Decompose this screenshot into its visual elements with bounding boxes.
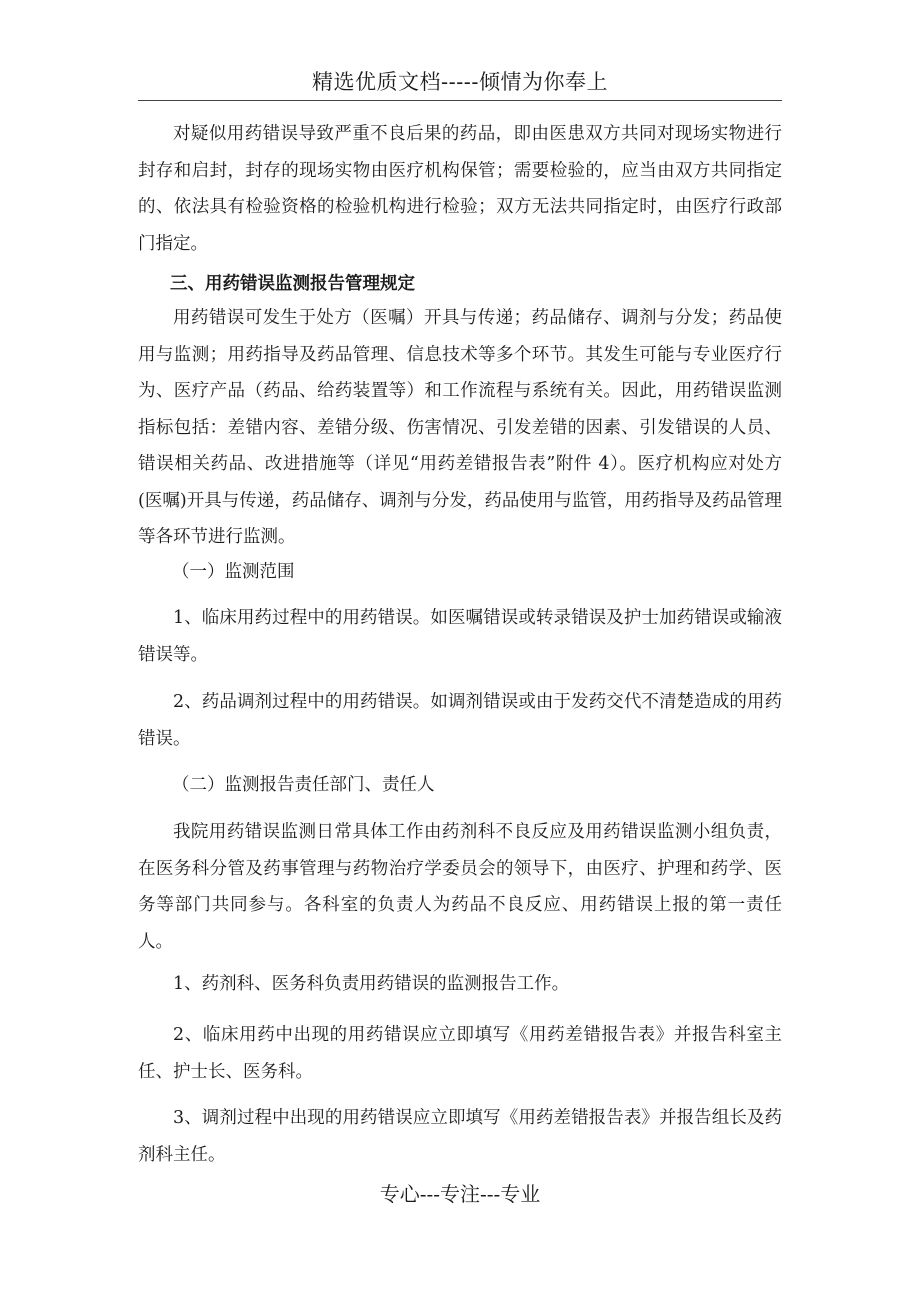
list-item-text: 2、药品调剂过程中的用药错误。如调剂错误或由于发药交代不清楚造成的用药错误。 [138,692,782,749]
paragraph-responsibility [138,814,782,960]
list-item-text: 1、临床用药过程中的用药错误。如医嘱错误或转录错误及护士加药错误或输液错误等。 [138,608,782,665]
list-item-text: 1、药剂科、医务科负责用药错误的监测报告工作。 [173,974,570,994]
list-item-clinical-report [138,1017,782,1090]
paragraph-text: 我院用药错误监测日常具体工作由药剂科不良反应及用药错误监测小组负责，在医务科分管及药事管理与药物治疗学委员会的领导下，由医疗、护理和药学、医务等部门共同参与。各科室的负责人为药品不良反应、用药错误上报的第一责任人。 [138,822,782,952]
paragraph-sealing [138,116,782,262]
paragraph-text: 用药错误可发生于处方（医嘱）开具与传递；药品储存、调剂与分发；药品使用与监测；用药指导及药品管理、信息技术等多个环节。其发生可能与专业医疗行为、医疗产品（药品、给药装置等）和工作流程与系统有关。因此，用药错误监测指标包括：差错内容、差错分级、伤害情况、引发差错的因素、引发错误的人员、错误相关药品、改进措施等（详见“用药差错报告表”附件 4）。医疗机构应对处方(医嘱)开具与传递，药品储存、调剂与分发，药品使用与监管，用药指导及药品管理等各环节进行监测。 [138,308,782,547]
list-item-text: 3、调剂过程中出现的用药错误应立即填写《用药差错报告表》并报告组长及药剂科主任。 [138,1108,782,1165]
section-heading-3: 三、用药错误监测报告管理规定 [170,274,415,294]
paragraph-text: 对疑似用药错误导致严重不良后果的药品，即由医患双方共同对现场实物进行封存和启封，封存的现场实物由医疗机构保管；需要检验的，应当由双方共同指定的、依法具有检验资格的检验机构进行检验；双方无法共同指定时，由医疗行政部门指定。 [138,124,782,254]
list-item-departments [138,966,782,1003]
list-item-dispensing-report [138,1100,782,1173]
list-item-dispensing [138,684,782,757]
paragraph-monitoring-indicators [138,300,782,556]
header-divider [138,100,782,101]
list-item-clinical [138,600,782,673]
subsection-heading-scope: （一）监测范围 [172,562,295,582]
list-item-text: 2、临床用药中出现的用药错误应立即填写《用药差错报告表》并报告科室主任、护士长、医务科。 [138,1025,782,1082]
subsection-heading-responsibility: （二）监测报告责任部门、责任人 [172,775,435,795]
page-header: 精选优质文档-----倾情为你奉上 [312,70,608,94]
page-footer: 专心---专注---专业 [379,1182,541,1206]
